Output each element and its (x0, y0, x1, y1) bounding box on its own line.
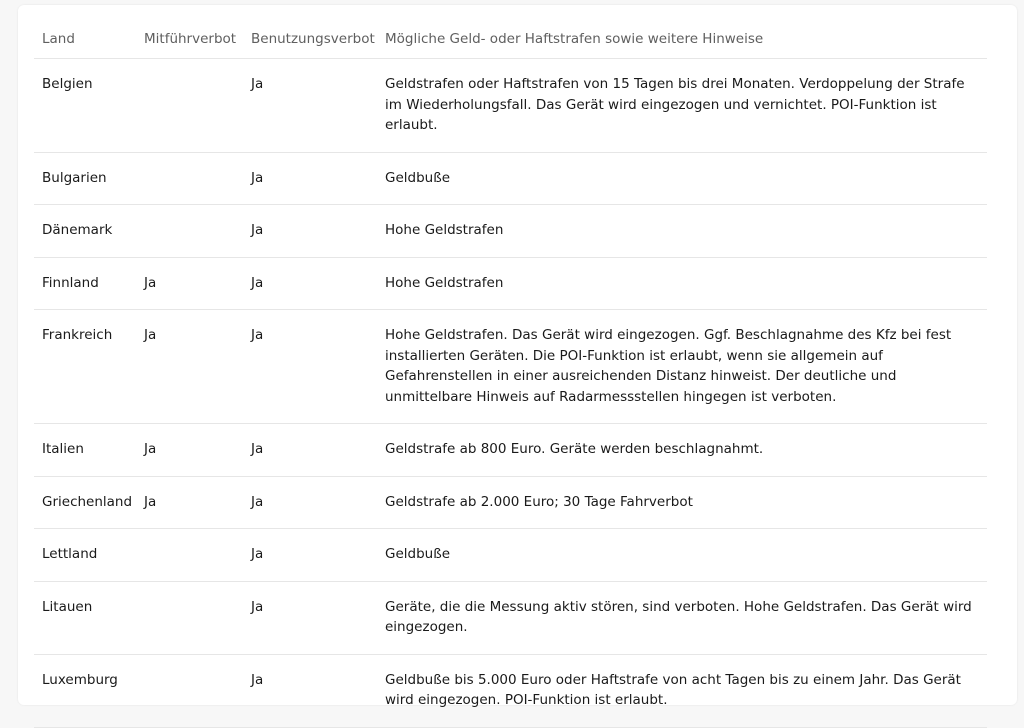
header-hinweise: Mögliche Geld- oder Haftstrafen sowie weitere Hinweise (377, 24, 987, 59)
cell-hinweis: Geldstrafe ab 2.000 Euro; 30 Tage Fahrverbot (377, 476, 987, 529)
table-row (34, 310, 987, 424)
cell-mitfuehrverbot (136, 59, 243, 153)
table-row (34, 205, 987, 258)
cell-mitfuehrverbot (136, 581, 243, 654)
cell-mitfuehrverbot (136, 205, 243, 258)
cell-mitfuehrverbot (136, 152, 243, 205)
cell-land: Luxemburg (34, 654, 136, 727)
cell-land: Litauen (34, 581, 136, 654)
cell-hinweis: Geldbuße bis 5.000 Euro oder Haftstrafe von acht Tagen bis zu einem Jahr. Das Gerät wird eingezogen. POI-Funktion ist erlaubt. (377, 654, 987, 727)
cell-benutzungsverbot: Ja (243, 476, 377, 529)
table-row (34, 59, 987, 153)
table-row (34, 257, 987, 310)
cell-benutzungsverbot: Ja (243, 529, 377, 582)
table-row (34, 476, 987, 529)
cell-land: Frankreich (34, 310, 136, 424)
cell-benutzungsverbot: Ja (243, 424, 377, 477)
cell-hinweis: Geldstrafen oder Haftstrafen von 15 Tagen bis drei Monaten. Verdoppelung der Strafe im Wiederholungsfall. Das Gerät wird eingezogen und vernichtet. POI-Funktion ist erlaubt. (377, 59, 987, 153)
cell-land: Bulgarien (34, 152, 136, 205)
table-card (18, 5, 1017, 708)
cell-land: Griechenland (34, 476, 136, 529)
cell-benutzungsverbot: Ja (243, 257, 377, 310)
cell-mitfuehrverbot: Ja (136, 257, 243, 310)
cell-land: Finnland (34, 257, 136, 310)
cell-mitfuehrverbot: Ja (136, 424, 243, 477)
table-row (34, 424, 987, 477)
cell-mitfuehrverbot: Ja (136, 476, 243, 529)
table-row (34, 654, 987, 727)
cell-mitfuehrverbot (136, 529, 243, 582)
cell-hinweis: Hohe Geldstrafen. Das Gerät wird eingezogen. Ggf. Beschlagnahme des Kfz bei fest installierten Geräten. Die POI-Funktion ist erlaubt, wenn sie allgemein auf Gefahrenstellen in einer ausreichenden Distanz hinweist. Der deutliche und unmittelbare Hinweis auf Radarmessstellen hingegen ist verboten. (377, 310, 987, 424)
cell-benutzungsverbot: Ja (243, 581, 377, 654)
cell-benutzungsverbot: Ja (243, 152, 377, 205)
cell-land: Belgien (34, 59, 136, 153)
cell-benutzungsverbot: Ja (243, 205, 377, 258)
cell-hinweis: Hohe Geldstrafen (377, 257, 987, 310)
table-row (34, 529, 987, 582)
table-row (34, 152, 987, 205)
cell-land: Dänemark (34, 205, 136, 258)
cell-land: Italien (34, 424, 136, 477)
table-header (34, 24, 987, 59)
cell-hinweis: Geldstrafe ab 800 Euro. Geräte werden beschlagnahmt. (377, 424, 987, 477)
cell-benutzungsverbot: Ja (243, 654, 377, 727)
cell-benutzungsverbot: Ja (243, 59, 377, 153)
cell-hinweis: Geldbuße (377, 529, 987, 582)
cell-mitfuehrverbot: Ja (136, 310, 243, 424)
cell-hinweis: Geräte, die die Messung aktiv stören, sind verboten. Hohe Geldstrafen. Das Gerät wird eingezogen. (377, 581, 987, 654)
table-row (34, 581, 987, 654)
cell-land: Lettland (34, 529, 136, 582)
country-penalty-table (34, 24, 987, 728)
header-land: Land (34, 24, 136, 59)
table-body (34, 59, 987, 728)
table-header-row (34, 24, 987, 59)
cell-mitfuehrverbot (136, 654, 243, 727)
header-mitfuehrverbot: Mitführverbot (136, 24, 243, 59)
cell-benutzungsverbot: Ja (243, 310, 377, 424)
cell-hinweis: Hohe Geldstrafen (377, 205, 987, 258)
header-benutzungsverbot: Benutzungsverbot (243, 24, 377, 59)
cell-hinweis: Geldbuße (377, 152, 987, 205)
